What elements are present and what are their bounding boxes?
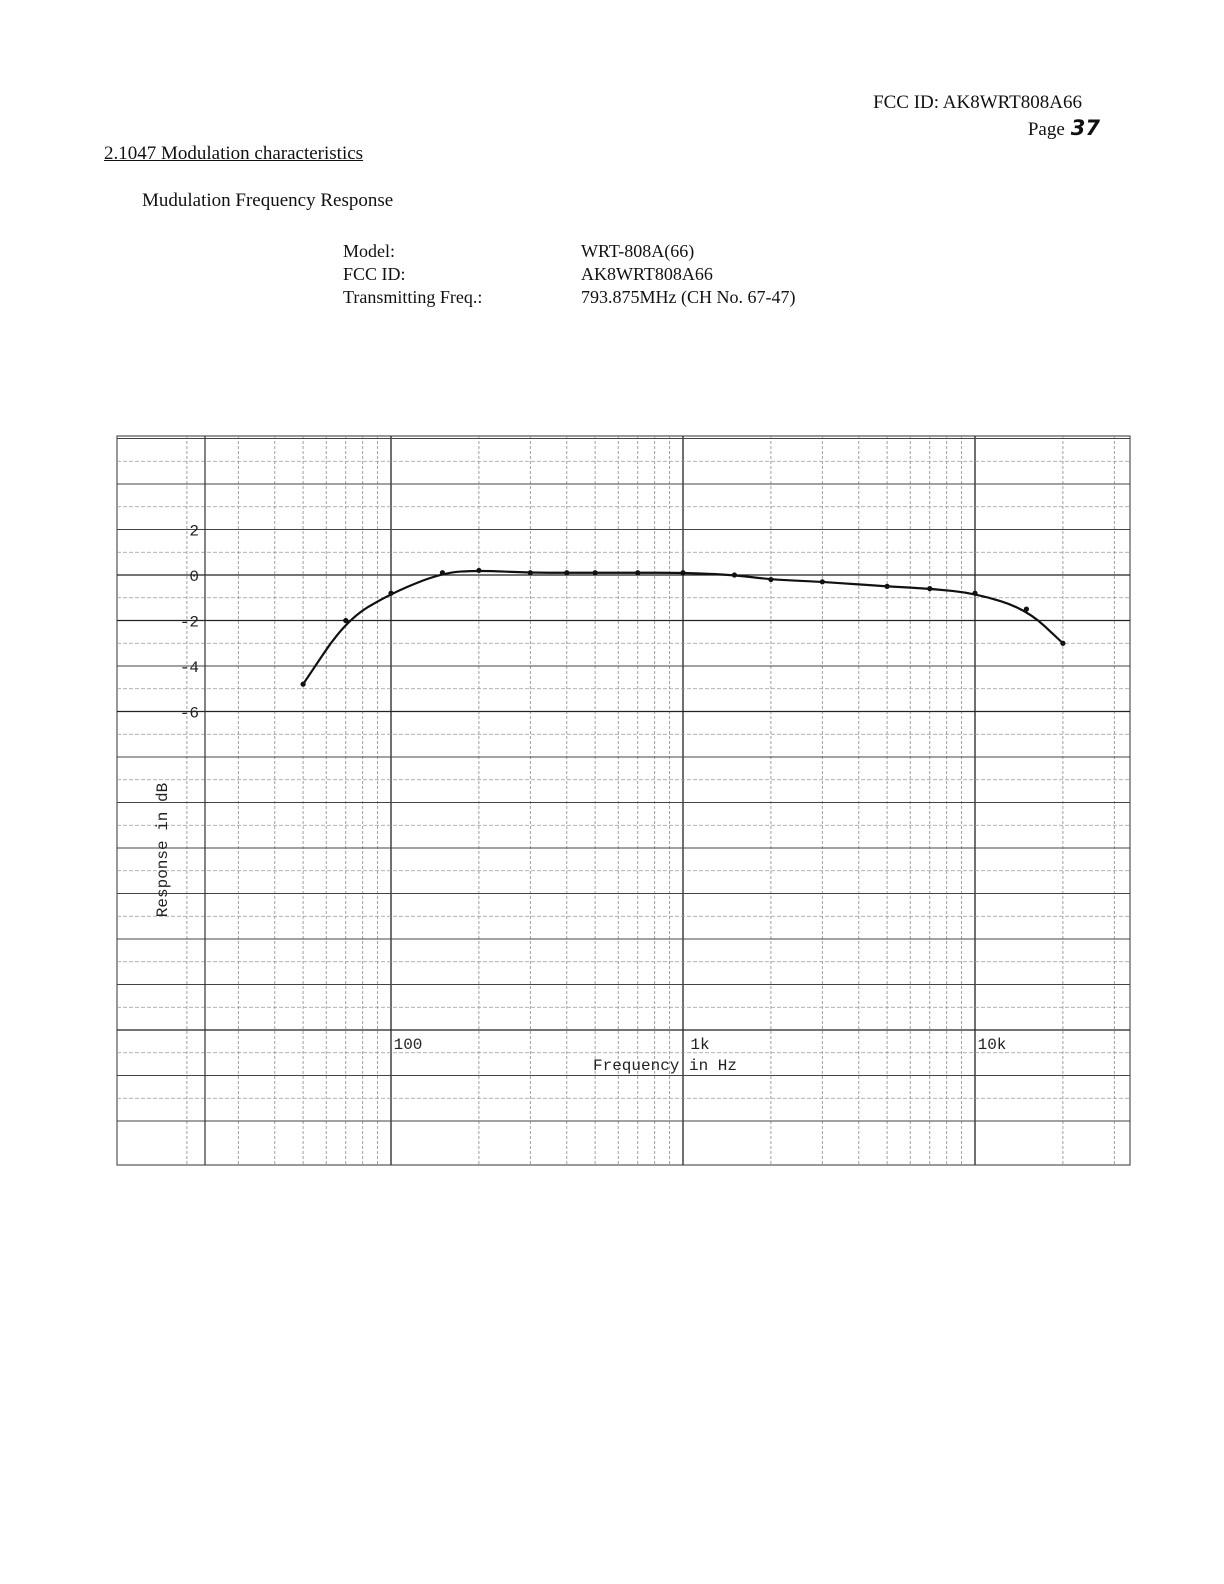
data-point bbox=[300, 682, 305, 687]
y-axis-label: Response in dB bbox=[154, 782, 172, 918]
data-point bbox=[927, 586, 932, 591]
data-point bbox=[440, 570, 445, 575]
data-point bbox=[732, 572, 737, 577]
page-label: Page bbox=[1027, 119, 1065, 140]
info-value: AK8WRT808A66 bbox=[581, 264, 713, 284]
y-tick-label: 0 bbox=[189, 568, 199, 586]
info-value: WRT-808A(66) bbox=[581, 241, 695, 261]
data-point bbox=[635, 570, 640, 575]
data-point bbox=[1060, 641, 1065, 646]
data-point bbox=[1024, 607, 1029, 612]
y-tick-label: -2 bbox=[179, 613, 199, 632]
y-tick-label: -6 bbox=[179, 704, 199, 723]
data-point bbox=[820, 579, 825, 584]
x-tick-label: 100 bbox=[393, 1036, 423, 1054]
chart-frame bbox=[117, 436, 1130, 1165]
section-title: 2.1047 Modulation characteristics bbox=[104, 143, 364, 164]
data-point bbox=[343, 618, 348, 623]
x-tick-label: 1k bbox=[690, 1036, 710, 1054]
y-tick-label: -4 bbox=[179, 659, 199, 677]
data-point bbox=[528, 570, 533, 575]
chart-subtitle: Mudulation Frequency Response bbox=[142, 190, 394, 211]
data-point bbox=[592, 570, 597, 575]
info-label: Transmitting Freq.: bbox=[343, 287, 483, 307]
data-point bbox=[768, 577, 773, 582]
page-number: 37 bbox=[1070, 116, 1100, 140]
data-point bbox=[972, 591, 977, 596]
x-tick-label: 10k bbox=[977, 1036, 1007, 1054]
data-point bbox=[884, 584, 889, 589]
x-axis-label: Frequency in Hz bbox=[592, 1057, 738, 1075]
y-tick-label: 2 bbox=[189, 522, 199, 541]
data-point bbox=[476, 568, 481, 573]
data-point bbox=[680, 570, 685, 575]
info-label: FCC ID: bbox=[343, 264, 406, 284]
data-point bbox=[388, 591, 393, 596]
fcc-id-header: FCC ID: AK8WRT808A66 bbox=[873, 92, 1082, 113]
data-point bbox=[564, 570, 569, 575]
info-label: Model: bbox=[343, 241, 395, 261]
info-value: 793.875MHz (CH No. 67-47) bbox=[581, 287, 796, 307]
